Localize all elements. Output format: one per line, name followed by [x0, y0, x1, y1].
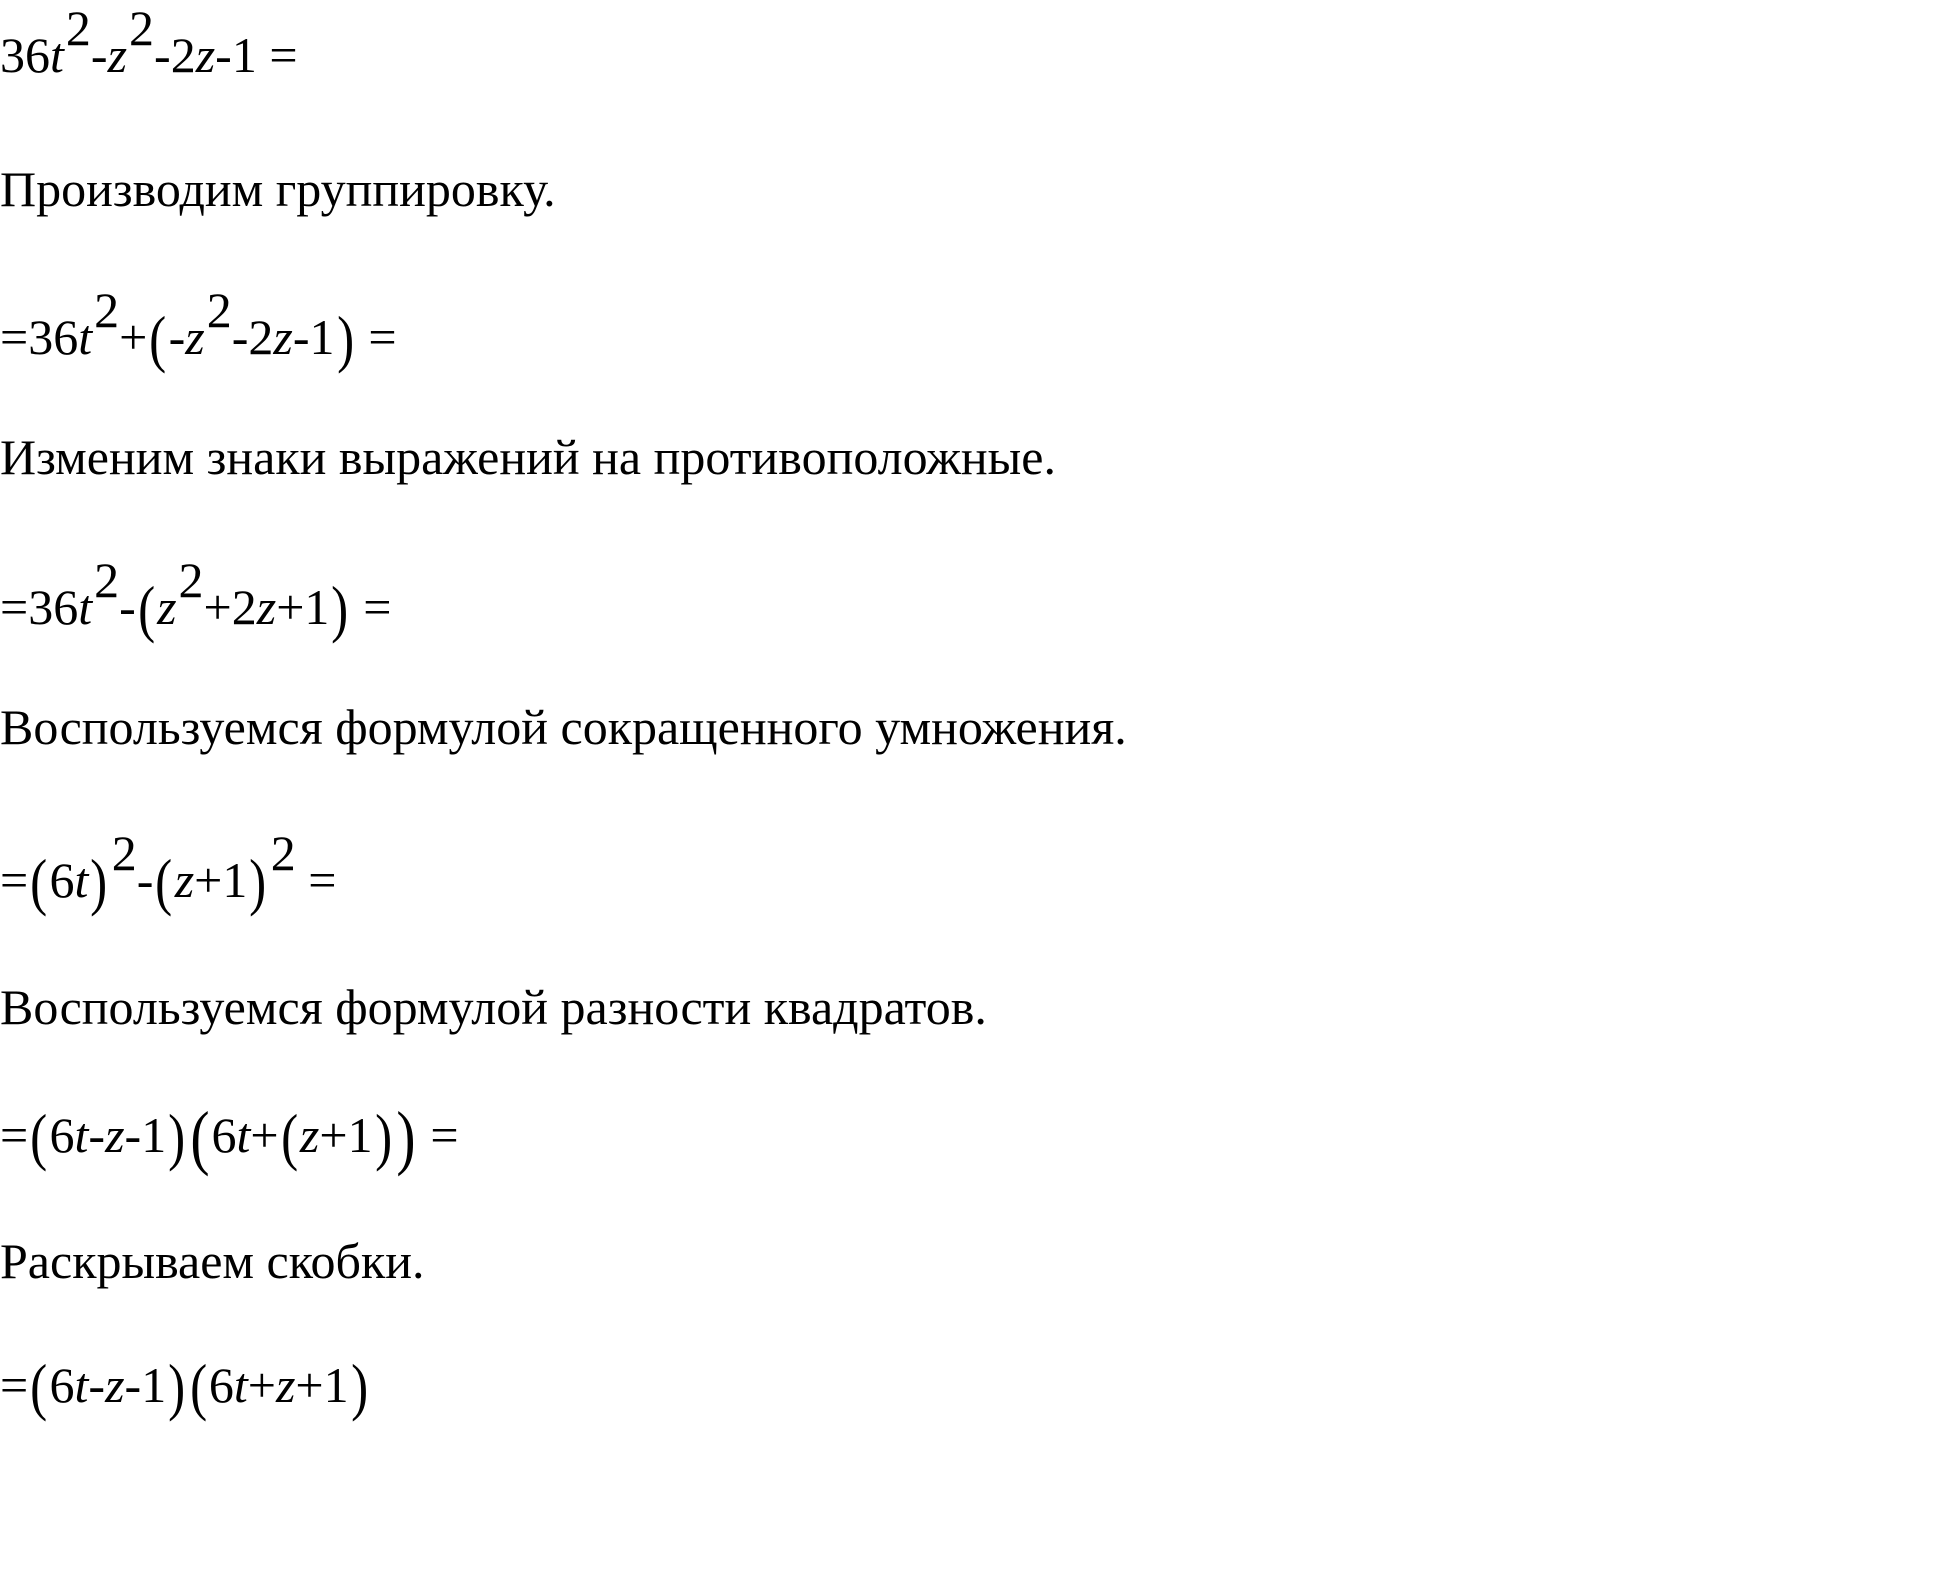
math-line-4: $=(6t)^2-(z+1)^2$ = — [0, 824, 337, 917]
step-text-2: Изменим знаки выражений на противоположные. — [0, 429, 1056, 485]
math-line-5: =(6t-z-1)(6t+(z+1)) = — [0, 1097, 459, 1177]
step-text-5: Раскрываем скобки. — [0, 1233, 425, 1289]
step-text-4: Воспользуемся формулой разности квадратов. — [0, 979, 987, 1035]
step-text-1: Производим группировку. — [0, 161, 556, 217]
math-line-6: =(6t-z-1)(6t+z+1) — [0, 1351, 368, 1422]
math-line-3: $=36t^2-(z^2+2z+1)$ = — [0, 551, 392, 644]
math-line-2: $=36t^2+(-z^2-2z-1)$ = — [0, 281, 397, 374]
step-text-3: Воспользуемся формулой сокращенного умножения. — [0, 699, 1127, 755]
math-line-1: $36t^2-z^2-2z-1$ = — [0, 0, 298, 83]
